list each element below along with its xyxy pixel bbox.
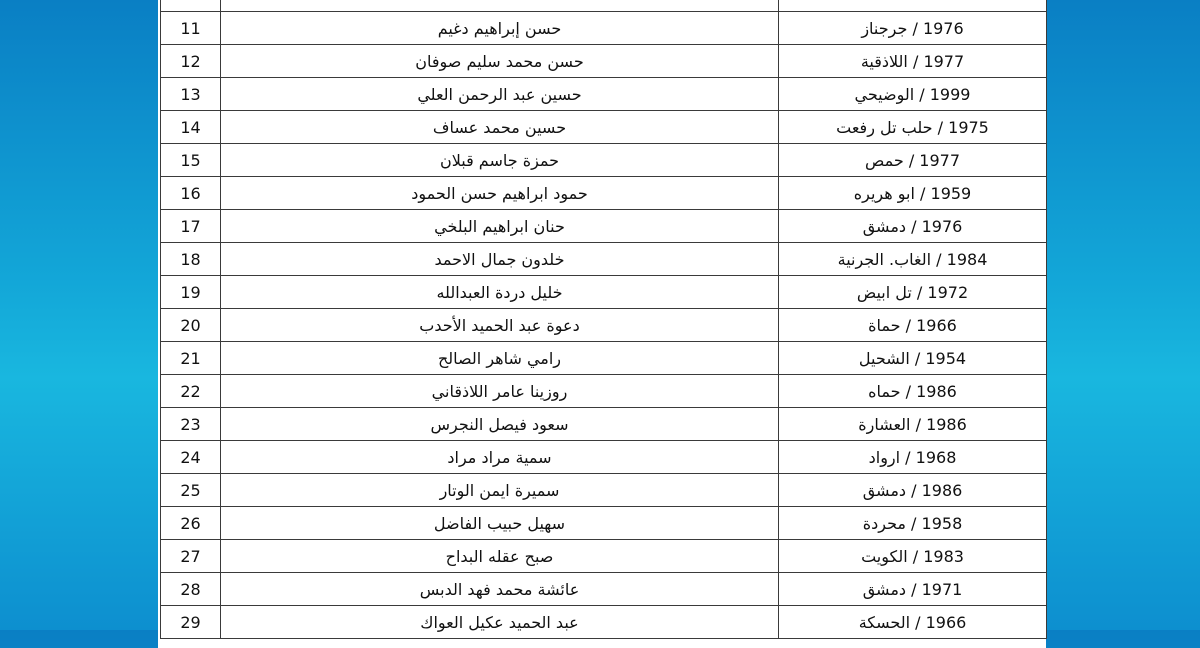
person-name-cell: حسين عبد الرحمن العلي <box>221 78 779 111</box>
table-row <box>161 309 1047 342</box>
table-row <box>161 606 1047 639</box>
birth-year-place-cell: 1975 / حلب تل رفعت <box>779 111 1047 144</box>
table-row <box>161 243 1047 276</box>
birth-year-place-cell: 1976 / جرجناز <box>779 12 1047 45</box>
row-number-cell: 25 <box>161 474 221 507</box>
birth-year-place-cell: 1972 / تل ابيض <box>779 276 1047 309</box>
person-name-cell: روزينا عامر اللاذقاني <box>221 375 779 408</box>
table-row <box>161 540 1047 573</box>
names-table <box>160 0 1047 639</box>
table-row <box>161 210 1047 243</box>
birth-year-place-cell: 1977 / حمص <box>779 144 1047 177</box>
row-number-cell: 11 <box>161 12 221 45</box>
row-number-cell: 17 <box>161 210 221 243</box>
birth-year-place-cell: 1986 / حماه <box>779 375 1047 408</box>
person-name-cell: سميرة ايمن الوتار <box>221 474 779 507</box>
table-row <box>161 111 1047 144</box>
row-number-cell: 14 <box>161 111 221 144</box>
birth-year-place-cell: 1984 / الغاب. الجرنية <box>779 243 1047 276</box>
person-name-cell: سمية مراد مراد <box>221 441 779 474</box>
birth-year-place-cell: 1966 / الحسكة <box>779 606 1047 639</box>
person-name-cell: حمود ابراهيم حسن الحمود <box>221 177 779 210</box>
birth-year-place-cell: 1986 / العشارة <box>779 408 1047 441</box>
table-row <box>161 474 1047 507</box>
person-name-cell: حمزة جاسم قبلان <box>221 144 779 177</box>
row-number-cell: 24 <box>161 441 221 474</box>
person-name-cell: حسن إبراهيم دغيم <box>221 12 779 45</box>
birth-year-place-cell: 1986 / دمشق <box>779 474 1047 507</box>
table-row <box>161 144 1047 177</box>
row-number-cell: 26 <box>161 507 221 540</box>
table-row <box>161 408 1047 441</box>
row-number-cell: 29 <box>161 606 221 639</box>
person-name-cell: سعود فيصل النجرس <box>221 408 779 441</box>
person-name-cell: سهيل حبيب الفاضل <box>221 507 779 540</box>
person-name-cell: عبد الحميد عكيل العواك <box>221 606 779 639</box>
birth-year-place-cell: 1959 / ابو هريره <box>779 177 1047 210</box>
row-number-cell: 19 <box>161 276 221 309</box>
row-number-cell: 23 <box>161 408 221 441</box>
table-row <box>161 276 1047 309</box>
table-row <box>161 441 1047 474</box>
person-name-cell: صبح عقله البداح <box>221 540 779 573</box>
birth-year-place-cell <box>779 0 1047 12</box>
person-name-cell: عائشة محمد فهد الدبس <box>221 573 779 606</box>
row-number-cell: 28 <box>161 573 221 606</box>
person-name-cell <box>221 0 779 12</box>
table-row <box>161 45 1047 78</box>
person-name-cell: رامي شاهر الصالح <box>221 342 779 375</box>
birth-year-place-cell: 1966 / حماة <box>779 309 1047 342</box>
table-row <box>161 0 1047 12</box>
person-name-cell: حسين محمد عساف <box>221 111 779 144</box>
table-row <box>161 573 1047 606</box>
person-name-cell: خلدون جمال الاحمد <box>221 243 779 276</box>
table-row <box>161 177 1047 210</box>
row-number-cell: 15 <box>161 144 221 177</box>
birth-year-place-cell: 1971 / دمشق <box>779 573 1047 606</box>
birth-year-place-cell: 1983 / الكويت <box>779 540 1047 573</box>
person-name-cell: خليل دردة العبدالله <box>221 276 779 309</box>
table-row <box>161 78 1047 111</box>
row-number-cell: 13 <box>161 78 221 111</box>
birth-year-place-cell: 1977 / اللاذقية <box>779 45 1047 78</box>
table-row <box>161 342 1047 375</box>
birth-year-place-cell: 1954 / الشحيل <box>779 342 1047 375</box>
row-number-cell: 27 <box>161 540 221 573</box>
birth-year-place-cell: 1958 / محردة <box>779 507 1047 540</box>
row-number-cell: 21 <box>161 342 221 375</box>
person-name-cell: حسن محمد سليم صوفان <box>221 45 779 78</box>
table-row <box>161 12 1047 45</box>
birth-year-place-cell: 1976 / دمشق <box>779 210 1047 243</box>
table-row <box>161 375 1047 408</box>
names-table-body <box>161 0 1047 639</box>
person-name-cell: حنان ابراهيم البلخي <box>221 210 779 243</box>
row-number-cell: 18 <box>161 243 221 276</box>
birth-year-place-cell: 1999 / الوضيحي <box>779 78 1047 111</box>
row-number-cell: 20 <box>161 309 221 342</box>
row-number-cell: 16 <box>161 177 221 210</box>
row-number-cell: 12 <box>161 45 221 78</box>
person-name-cell: دعوة عبد الحميد الأحدب <box>221 309 779 342</box>
birth-year-place-cell: 1968 / ارواد <box>779 441 1047 474</box>
row-number-cell <box>161 0 221 12</box>
row-number-cell: 22 <box>161 375 221 408</box>
table-row <box>161 507 1047 540</box>
